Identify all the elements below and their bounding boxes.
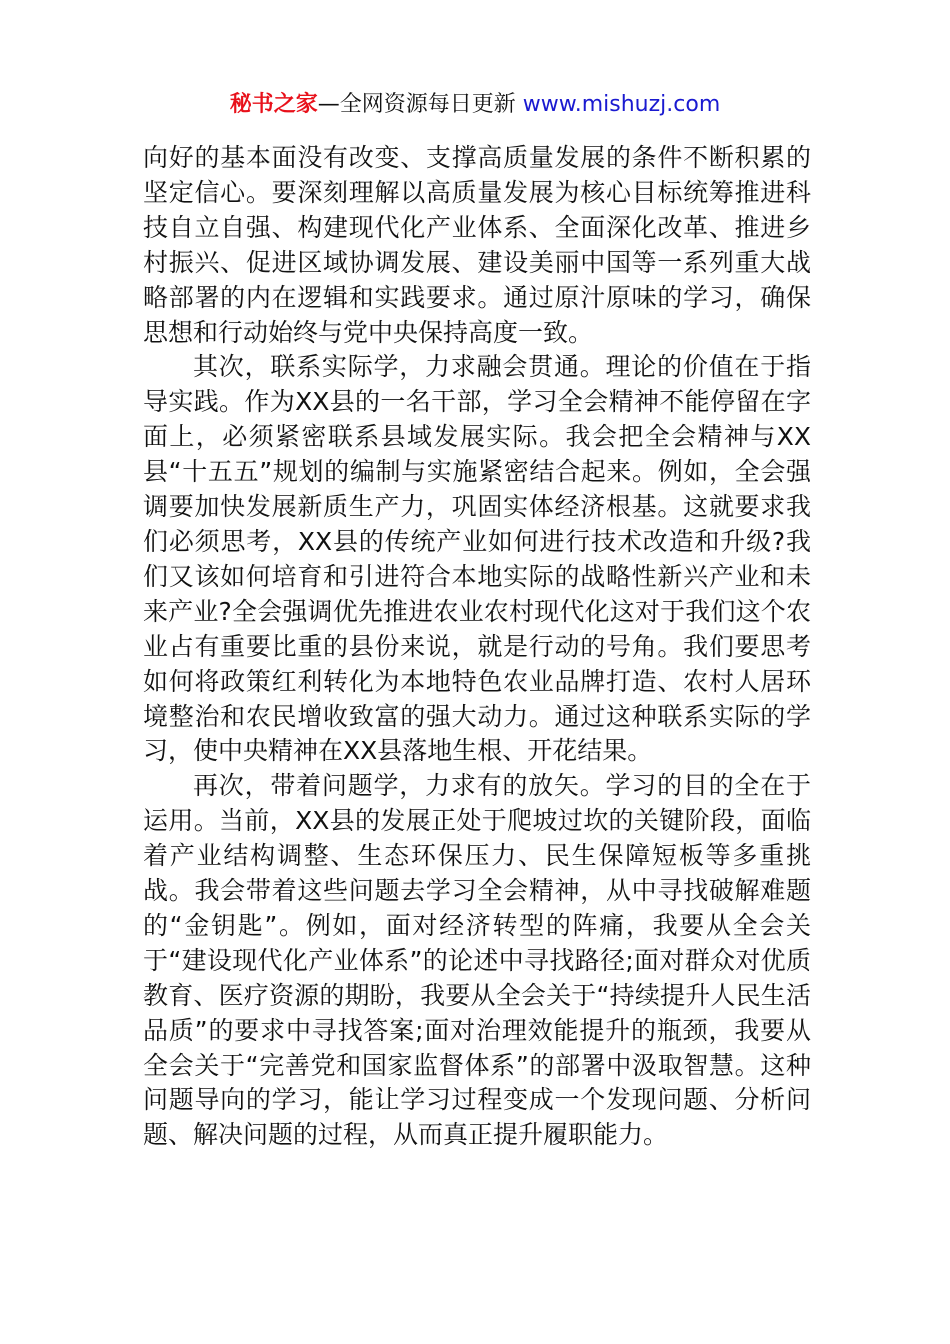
paragraph-problem-oriented: 再次，带着问题学，力求有的放矢。学习的目的全在于运用。当前，XX县的发展正处于爬坡过坎的关键阶段，面临着产业结构调整、生态环保压力、民生保障短板等多重挑战。我会带着这些问题去学习全会精神，从中寻找破解难题的“金钥匙”。例如，面对经济转型的阵痛，我要从全会关于“建设现代化产业体系”的论述中寻找路径;面对群众对优质教育、医疗资源的期盼，我要从全会关于“持续提升人民生活品质”的要求中寻找答案;面对治理效能提升的瓶颈，我要从全会关于“完善党和国家监督体系”的部署中汲取智慧。这种问题导向的学习，能让学习过程变成一个发现问题、分析问题、解决问题的过程，从而真正提升履职能力。 (143, 771, 811, 1150)
page-header (0, 90, 950, 120)
header-tagline: —全网资源每日更新 (317, 92, 523, 117)
header-brand: 秘书之家 (229, 92, 318, 117)
header-url-link[interactable]: www.mishuzj.com (522, 92, 721, 117)
document-body (143, 141, 811, 1153)
paragraph-link-to-practice: 其次，联系实际学，力求融会贯通。理论的价值在于指导实践。作为XX县的一名干部，学习全会精神不能停留在字面上，必须紧密联系县域发展实际。我会把全会精神与XX县“十五五”规划的编制与实施紧密结合起来。例如，全会强调要加快发展新质生产力，巩固实体经济根基。这就要求我们必须思考，XX县的传统产业如何进行技术改造和升级?我们又该如何培育和引进符合本地实际的战略性新兴产业和未来产业?全会强调优先推进农业农村现代化这对于我们这个农业占有重要比重的县份来说，就是行动的号角。我们要思考如何将政策红利转化为本地特色农业品牌打造、农村人居环境整治和农民增收致富的强大动力。通过这种联系实际的学习，使中央精神在XX县落地生根、开花结果。 (143, 352, 811, 766)
paragraph-continued: 向好的基本面没有改变、支撑高质量发展的条件不断积累的坚定信心。要深刻理解以高质量发展为核心目标统筹推进科技自立自强、构建现代化产业体系、全面深化改革、推进乡村振兴、促进区域协调发展、建设美丽中国等一系列重大战略部署的内在逻辑和实践要求。通过原汁原味的学习，确保思想和行动始终与党中央保持高度一致。 (143, 143, 811, 347)
